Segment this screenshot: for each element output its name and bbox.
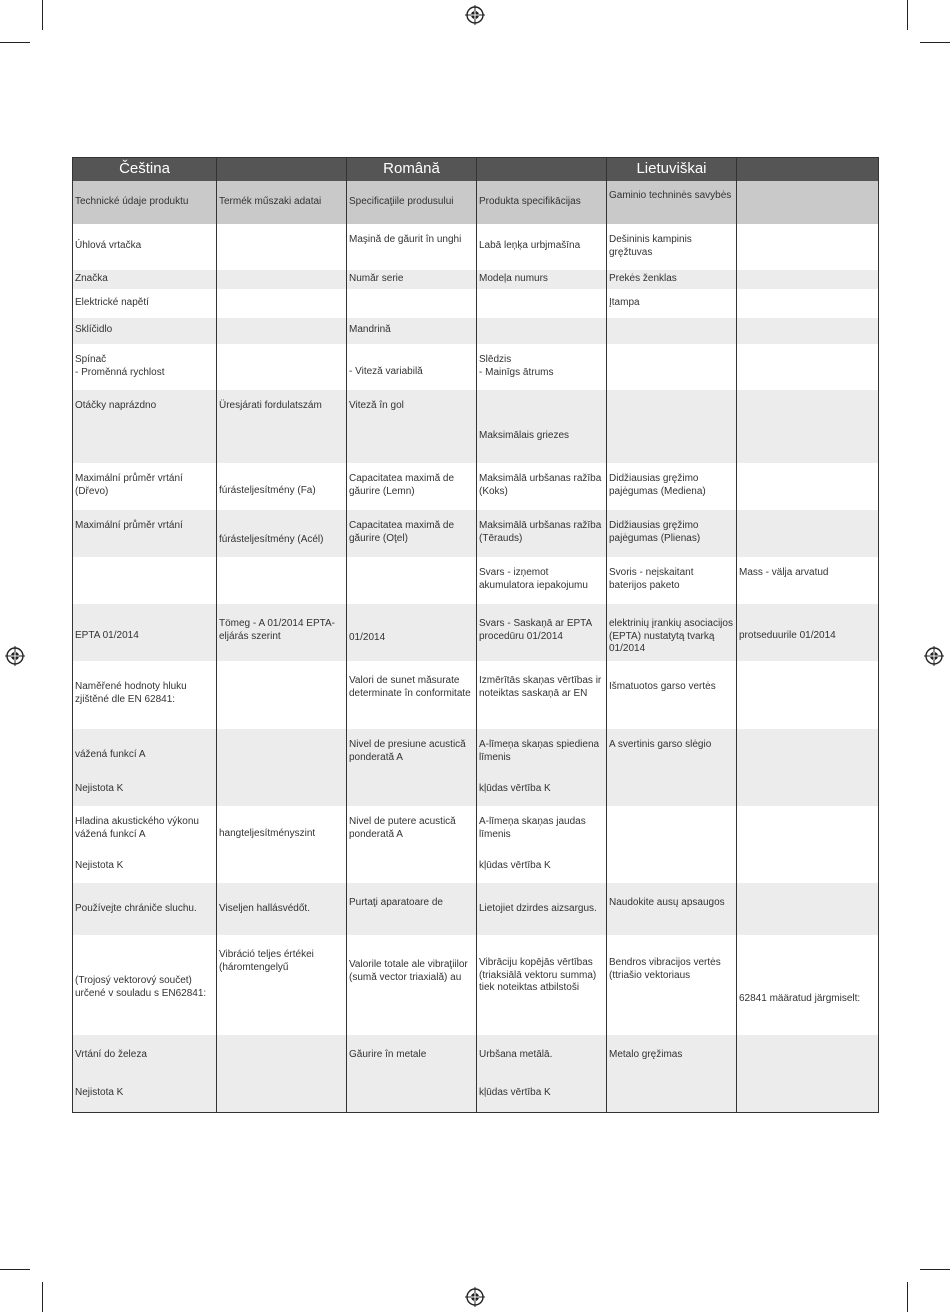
header-cell: Čeština xyxy=(73,158,217,182)
table-cell: Značka xyxy=(73,270,217,289)
table-cell: kļūdas vērtība K xyxy=(477,779,607,806)
table-cell xyxy=(737,318,879,344)
table-row xyxy=(73,604,879,661)
table-row xyxy=(73,856,879,883)
table-cell: Įtampa xyxy=(607,289,737,318)
table-cell xyxy=(607,856,737,883)
table-cell: hangteljesítményszint xyxy=(217,806,347,856)
table-cell: Valori de sunet măsurate determinate în conformitate xyxy=(347,661,477,729)
table-cell: EPTA 01/2014 xyxy=(73,604,217,661)
table-cell: Používejte chrániče sluchu. xyxy=(73,883,217,935)
table-cell xyxy=(217,344,347,390)
table-cell: Didžiausias gręžimo pajėgumas (Mediena) xyxy=(607,463,737,510)
table-cell xyxy=(737,344,879,390)
table-cell: Maksimālā urbšanas ražība (Koks) xyxy=(477,463,607,510)
table-cell: vážená funkcí A xyxy=(73,729,217,779)
table-cell: Didžiausias gręžimo pajėgumas (Plienas) xyxy=(607,510,737,557)
table-cell: Svars - Saskaņā ar EPTA procedūru 01/2014 xyxy=(477,604,607,661)
table-cell: Išmatuotos garso vertės xyxy=(607,661,737,729)
table-cell: Üresjárati fordulatszám xyxy=(217,390,347,463)
table-cell xyxy=(607,806,737,856)
table-cell: Vrtání do železa xyxy=(73,1035,217,1077)
table-cell: Maksimālā urbšanas ražība (Tērauds) xyxy=(477,510,607,557)
table-cell xyxy=(347,856,477,883)
crop-mark xyxy=(0,1269,30,1270)
table-cell: Nivel de presiune acustică ponderată A xyxy=(347,729,477,779)
table-cell xyxy=(737,289,879,318)
table-cell: A svertinis garso slėgio xyxy=(607,729,737,779)
table-cell xyxy=(217,224,347,270)
table-cell: Svars - izņemot akumulatora iepakojumu xyxy=(477,557,607,604)
table-row xyxy=(73,181,879,224)
table-cell xyxy=(737,661,879,729)
table-cell xyxy=(737,463,879,510)
table-cell: Purtaţi aparatoare de xyxy=(347,883,477,935)
crop-mark xyxy=(907,0,908,30)
table-cell xyxy=(607,779,737,806)
table-cell: kļūdas vērtība K xyxy=(477,856,607,883)
table-row xyxy=(73,729,879,779)
table-cell: (Trojosý vektorový součet) určené v souladu s EN62841: xyxy=(73,935,217,1035)
header-cell: Lietuviškai xyxy=(607,158,737,182)
table-cell xyxy=(737,390,879,463)
table-cell: Hladina akustického výkonu vážená funkcí A xyxy=(73,806,217,856)
table-row xyxy=(73,883,879,935)
registration-mark-icon xyxy=(5,646,25,666)
table-cell: - Viteză variabilă xyxy=(347,344,477,390)
table-cell: Specificaţiile produsului xyxy=(347,181,477,224)
table-cell: Spínač - Proměnná rychlost xyxy=(73,344,217,390)
table-cell: elektrinių įrankių asociacijos (EPTA) nustatytą tvarką 01/2014 xyxy=(607,604,737,661)
table-row xyxy=(73,806,879,856)
table-cell xyxy=(217,661,347,729)
table-cell xyxy=(737,181,879,224)
table-cell: Otáčky naprázdno xyxy=(73,390,217,463)
table-cell xyxy=(217,318,347,344)
table-cell: Dešininis kampinis gręžtuvas xyxy=(607,224,737,270)
table-cell xyxy=(737,1077,879,1112)
table-cell: protseduurile 01/2014 xyxy=(737,604,879,661)
table-cell xyxy=(217,1035,347,1077)
table-cell: Capacitatea maximă de găurire (Oţel) xyxy=(347,510,477,557)
table-cell: Viseljen hallásvédőt. xyxy=(217,883,347,935)
table-cell: 62841 määratud järgmiselt: xyxy=(737,935,879,1035)
table-row xyxy=(73,224,879,270)
table-cell: kļūdas vērtība K xyxy=(477,1077,607,1112)
table-cell: Număr serie xyxy=(347,270,477,289)
table-cell xyxy=(737,510,879,557)
table-cell: Prekės ženklas xyxy=(607,270,737,289)
table-cell xyxy=(217,1077,347,1112)
table-cell xyxy=(607,318,737,344)
table-cell xyxy=(217,289,347,318)
table-cell: 01/2014 xyxy=(347,604,477,661)
registration-mark-icon xyxy=(924,646,944,666)
table-row xyxy=(73,270,879,289)
table-cell: fúrásteljesítmény (Fa) xyxy=(217,463,347,510)
table-cell: Labā leņķa urbjmašīna xyxy=(477,224,607,270)
table-row xyxy=(73,1077,879,1112)
table-cell: Mandrină xyxy=(347,318,477,344)
table-cell: Naměřené hodnoty hluku zjištěné dle EN 62841: xyxy=(73,661,217,729)
table-cell: Viteză în gol xyxy=(347,390,477,463)
table-cell: A-līmeņa skaņas spiediena līmenis xyxy=(477,729,607,779)
table-row xyxy=(73,390,879,463)
table-cell xyxy=(737,224,879,270)
table-cell: Lietojiet dzirdes aizsargus. xyxy=(477,883,607,935)
table-cell xyxy=(217,856,347,883)
table-cell: Svoris - neįskaitant baterijos paketo xyxy=(607,557,737,604)
table-cell xyxy=(347,557,477,604)
table-cell: Maximální průměr vrtání (Dřevo) xyxy=(73,463,217,510)
table-cell: Maşină de găurit în unghi xyxy=(347,224,477,270)
table-cell: Slēdzis - Mainīgs ātrums xyxy=(477,344,607,390)
table-cell xyxy=(737,779,879,806)
table-cell xyxy=(737,1035,879,1077)
table-row xyxy=(73,661,879,729)
crop-mark xyxy=(907,1282,908,1312)
table-cell: A-līmeņa skaņas jaudas līmenis xyxy=(477,806,607,856)
table-cell: Nejistota K xyxy=(73,1077,217,1112)
table-cell xyxy=(737,270,879,289)
header-cell xyxy=(737,158,879,182)
table-cell: Sklíčidlo xyxy=(73,318,217,344)
table-cell: Vibrāciju kopējās vērtības (triaksiālā vektoru summa) tiek noteiktas atbilstoši xyxy=(477,935,607,1035)
table-cell xyxy=(737,806,879,856)
table-cell: Nivel de putere acustică ponderată A xyxy=(347,806,477,856)
table-row xyxy=(73,318,879,344)
table-cell: Găurire în metale xyxy=(347,1035,477,1077)
table-cell: Termék műszaki adatai xyxy=(217,181,347,224)
table-row xyxy=(73,1035,879,1077)
table-row xyxy=(73,289,879,318)
table-cell: Vibráció teljes értékei (háromtengelyű xyxy=(217,935,347,1035)
table-cell: Tömeg - A 01/2014 EPTA-eljárás szerint xyxy=(217,604,347,661)
table-cell: Produkta specifikācijas xyxy=(477,181,607,224)
table-row xyxy=(73,510,879,557)
language-header-row xyxy=(73,158,879,182)
table-row xyxy=(73,557,879,604)
crop-mark xyxy=(0,42,30,43)
table-cell xyxy=(217,779,347,806)
table-cell: Izmērītās skaņas vērtības ir noteiktas saskaņā ar EN xyxy=(477,661,607,729)
table-row xyxy=(73,463,879,510)
table-cell xyxy=(217,729,347,779)
crop-mark xyxy=(42,0,43,30)
table-cell: Modeļa numurs xyxy=(477,270,607,289)
table-cell: Technické údaje produktu xyxy=(73,181,217,224)
table-cell xyxy=(737,729,879,779)
table-cell xyxy=(607,390,737,463)
table-cell: Nejistota K xyxy=(73,779,217,806)
table-cell: Urbšana metālā. xyxy=(477,1035,607,1077)
table-cell: Maximální průměr vrtání xyxy=(73,510,217,557)
table-cell xyxy=(217,270,347,289)
table-cell: Elektrické napětí xyxy=(73,289,217,318)
table-cell xyxy=(477,318,607,344)
crop-mark xyxy=(42,1282,43,1312)
crop-mark xyxy=(920,42,950,43)
table-cell xyxy=(217,557,347,604)
header-cell: Română xyxy=(347,158,477,182)
table-cell xyxy=(347,1077,477,1112)
table-cell: Capacitatea maximă de găurire (Lemn) xyxy=(347,463,477,510)
specification-table xyxy=(72,157,879,1113)
table-cell: Mass - välja arvatud xyxy=(737,557,879,604)
table-row xyxy=(73,935,879,1035)
table-cell: Úhlová vrtačka xyxy=(73,224,217,270)
table-cell: Bendros vibracijos vertės (ttriašio vektoriaus xyxy=(607,935,737,1035)
registration-mark-icon xyxy=(465,1287,485,1307)
table-cell: Maksimālais griezes xyxy=(477,390,607,463)
crop-mark xyxy=(920,1269,950,1270)
table-cell xyxy=(737,856,879,883)
header-cell xyxy=(477,158,607,182)
table-row xyxy=(73,344,879,390)
table-cell: Nejistota K xyxy=(73,856,217,883)
table-cell xyxy=(347,779,477,806)
header-cell xyxy=(217,158,347,182)
table-cell: Naudokite ausų apsaugos xyxy=(607,883,737,935)
table-cell: Gaminio techninės savybės xyxy=(607,181,737,224)
table-cell xyxy=(607,1077,737,1112)
registration-mark-icon xyxy=(465,5,485,25)
table-cell: Valorile totale ale vibraţiilor (sumă vector triaxială) au xyxy=(347,935,477,1035)
table-cell xyxy=(607,344,737,390)
table-cell xyxy=(347,289,477,318)
table-row xyxy=(73,779,879,806)
table-cell: fúrásteljesítmény (Acél) xyxy=(217,510,347,557)
table-cell: Metalo gręžimas xyxy=(607,1035,737,1077)
table-cell xyxy=(73,557,217,604)
table-cell xyxy=(737,883,879,935)
table-cell xyxy=(477,289,607,318)
